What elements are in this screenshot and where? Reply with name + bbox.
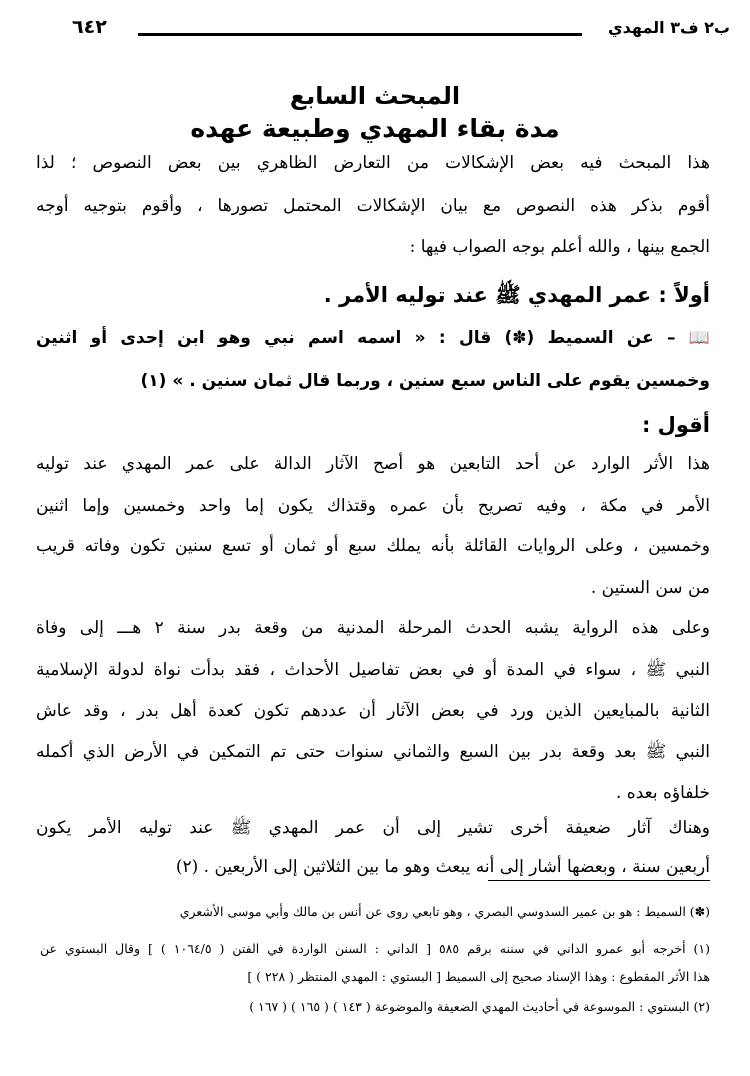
text-line: من سن الستين .	[590, 578, 710, 598]
running-title: ب٢ ف٣ المهدي	[607, 18, 730, 37]
text-line: أقوم بذكر هذه النصوص مع بيان الإشكالات المحتمل تصورها ، وأقوم بتوجيه أوجه	[36, 196, 710, 216]
footnote: هذا الأثر المقطوع : وهذا الإسناد صحيح إلى السميط [ البستوي : المهدي المنتظر ( ٢٢٨ ) ]	[247, 969, 710, 984]
footnote: (١) أخرجه أبو عمرو الداني في سننه برقم ٥٨٥ [ الداني : السنن الواردة في الفتن ( ١٠٦٤/٥ ) ] وقال البستوي عن	[40, 941, 711, 956]
header-rule	[138, 33, 582, 36]
narration-line: وخمسين يقوم على الناس سبع سنين ، وربما قال ثمان سنين . » (١)	[140, 371, 710, 391]
text-line: أربعين سنة ، وبعضها أشار إلى أنه يبعث وهو ما بين الثلاثين إلى الأربعين . (٢)	[175, 857, 710, 877]
comment-heading: أقول :	[641, 413, 710, 437]
text-line: الثانية بالمبايعين الذين ورد في بعض الآثار أن عددهم تكون كعدة أهل بدر ، وقد عاش	[36, 701, 710, 721]
text-line: هذا المبحث فيه بعض الإشكالات من التعارض الظاهري بين بعض النصوص ؛ لذا	[36, 153, 710, 173]
first-heading: أولاً : عمر المهدي ﷺ عند توليه الأمر .	[323, 283, 710, 307]
text-line: وهناك آثار ضعيفة أخرى تشير إلى أن عمر المهدي ﷺ عند توليه الأمر يكون	[36, 818, 710, 838]
footnote: (✽) السميط : هو بن عمير السدوسي البصري ، وهو تابعي روى عن أنس بن مالك وأبي موسى الأشعري	[179, 904, 710, 919]
text-line: الأمر في مكة ، وفيه تصريح بأن عمره وقتذاك يكون إما واحد وخمسين وإما اثنين	[36, 496, 710, 516]
text-line: هذا الأثر الوارد عن أحد التابعين هو أصح الآثار الدالة على عمر المهدي عند توليه	[36, 454, 710, 474]
section-title: المبحث السابع	[289, 82, 461, 110]
page-number: ٦٤٢	[72, 16, 107, 38]
section-subtitle: مدة بقاء المهدي وطبيعة عهده	[190, 114, 560, 143]
text-line: خلفاؤه بعده .	[615, 783, 710, 803]
text-line: النبي ﷺ بعد وقعة بدر بين السبع والثماني سنوات حتى تم التمكين في الأرض الذي أكمله	[36, 742, 710, 762]
text-line: وعلى هذه الرواية يشبه الحدث المرحلة المدنية من وقعة بدر سنة ٢ هـــ إلى وفاة	[36, 618, 710, 638]
narration-line: 📖 – عن السميط (✽) قال : « اسمه اسم نبي وهو ابن إحدى أو اثنين	[36, 328, 710, 348]
text-line: النبي ﷺ ، سواء في المدة أو في بعض تفاصيل الأحداث ، فقد بدأت نواة لدولة الإسلامية	[36, 660, 710, 680]
text-line: وخمسين ، وعلى الروايات القائلة بأنه يملك سبع أو ثمان أو تسع سنين تكون وفاته قريب	[36, 536, 710, 556]
text-line: الجمع بينها ، والله أعلم بوجه الصواب فيها :	[409, 237, 710, 257]
page-header	[72, 18, 730, 48]
footnote-rule	[488, 880, 710, 881]
footnote: (٢) البستوي : الموسوعة في أحاديث المهدي الضعيفة والموضوعة ( ١٤٣ ) ( ١٦٥ ) ( ١٦٧ )	[249, 999, 710, 1014]
